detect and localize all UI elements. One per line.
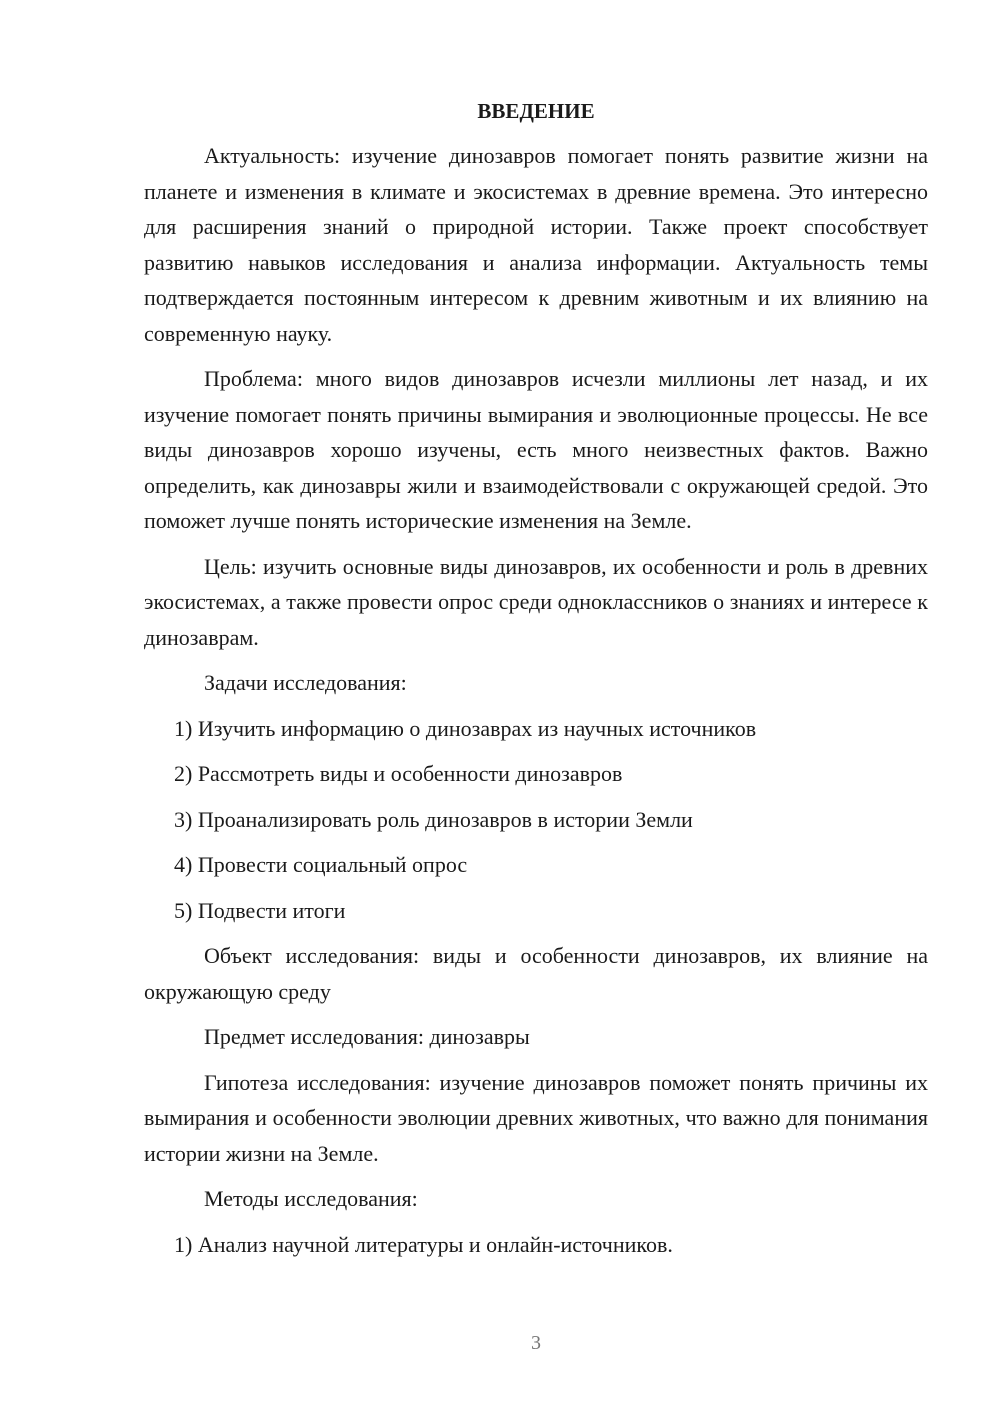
tasks-label: Задачи исследования: xyxy=(204,670,407,695)
subject-paragraph: Предмет исследования: динозавры xyxy=(204,1024,530,1049)
method-item-1: 1) Анализ научной литературы и онлайн-источников. xyxy=(174,1231,673,1257)
page-number: 3 xyxy=(531,1332,541,1354)
page-title: ВВЕДЕНИЕ xyxy=(477,99,595,123)
task-item-5: 5) Подвести итоги xyxy=(174,897,346,923)
task-item-3: 3) Проанализировать роль динозавров в истории Земли xyxy=(174,806,693,832)
document-body xyxy=(144,96,928,1272)
relevance-paragraph: Актуальность: изучение динозавров помогает понять развитие жизни на планете и изменения в климате и экосистемах в древние времена. Это интересно для расширения знаний о природной истории. Также проект способствует развитию навыков исследования и анализа информации. Актуальность темы подтверждается постоянным интересом к древним животным и их влиянию на современную науку. xyxy=(144,143,928,346)
problem-paragraph: Проблема: много видов динозавров исчезли миллионы лет назад, и их изучение помогает понять причины вымирания и эволюционные процессы. Не все виды динозавров хорошо изучены, есть много неизвестных фактов. Важно определить, как динозавры жили и взаимодействовали с окружающей средой. Это поможет лучше понять исторические изменения на Земле. xyxy=(144,366,928,533)
task-item-2: 2) Рассмотреть виды и особенности динозавров xyxy=(174,761,623,786)
hypothesis-paragraph: Гипотеза исследования: изучение динозавров поможет понять причины их вымирания и особенности эволюции древних животных, что важно для понимания истории жизни на Земле. xyxy=(144,1069,928,1166)
task-item-1: 1) Изучить информацию о динозаврах из научных источников xyxy=(174,715,757,741)
methods-label: Методы исследования: xyxy=(204,1186,418,1211)
goal-paragraph: Цель: изучить основные виды динозавров, их особенности и роль в древних экосистемах, а также провести опрос среди одноклассников о знаниях и интересе к динозаврам. xyxy=(144,553,928,650)
task-item-4: 4) Провести социальный опрос xyxy=(174,852,468,877)
object-paragraph: Объект исследования: виды и особенности динозавров, их влияние на окружающую среду xyxy=(144,943,928,1004)
